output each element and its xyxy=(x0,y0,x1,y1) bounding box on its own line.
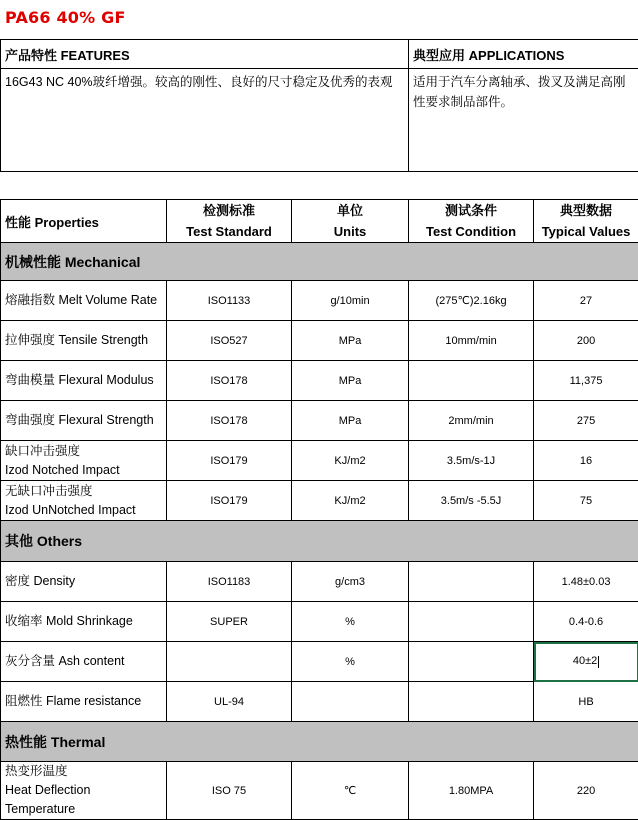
col-header-values-en: Typical Values xyxy=(542,224,631,239)
section-row-others xyxy=(1,521,638,562)
table-row xyxy=(1,481,638,521)
table-row xyxy=(1,321,638,361)
section-header-thermal[interactable]: 热性能 Thermal xyxy=(1,722,638,762)
test-condition[interactable]: 3.5m/s-1J xyxy=(409,441,534,481)
col-header-standard-en: Test Standard xyxy=(186,224,272,239)
typical-value[interactable]: 11,375 xyxy=(534,361,638,401)
features-text-row xyxy=(1,69,638,172)
units[interactable]: % xyxy=(292,602,409,642)
features-text[interactable]: 16G43 NC 40%玻纤增强。较高的刚性、良好的尺寸稳定及优秀的表观 xyxy=(1,69,409,172)
typical-value[interactable]: 27 xyxy=(534,281,638,321)
features-header[interactable]: 产品特性 FEATURES xyxy=(1,40,409,69)
property-name[interactable] xyxy=(1,441,167,481)
test-condition[interactable] xyxy=(409,562,534,602)
table-row xyxy=(1,441,638,481)
test-condition[interactable] xyxy=(409,642,534,682)
table-row xyxy=(1,361,638,401)
units[interactable]: MPa xyxy=(292,401,409,441)
applications-text[interactable]: 适用于汽车分离轴承、拨叉及满足高刚性要求制品部件。 xyxy=(409,69,638,172)
test-condition[interactable] xyxy=(409,682,534,722)
spec-table xyxy=(0,39,638,820)
col-header-property[interactable]: 性能 Properties xyxy=(1,200,167,243)
property-name[interactable]: 灰分含量 Ash content xyxy=(1,642,167,682)
property-name[interactable]: 弯曲强度 Flexural Strength xyxy=(1,401,167,441)
col-header-units[interactable] xyxy=(292,200,409,243)
table-row xyxy=(1,642,638,682)
test-standard[interactable]: ISO527 xyxy=(167,321,292,361)
col-header-standard-cn: 检测标准 xyxy=(203,203,255,218)
section-row-thermal xyxy=(1,722,638,762)
test-condition[interactable]: 2mm/min xyxy=(409,401,534,441)
col-header-standard[interactable] xyxy=(167,200,292,243)
test-standard[interactable]: ISO178 xyxy=(167,401,292,441)
units[interactable]: g/10min xyxy=(292,281,409,321)
test-condition[interactable]: (275℃)2.16kg xyxy=(409,281,534,321)
typical-value[interactable]: 1.48±0.03 xyxy=(534,562,638,602)
property-name[interactable]: 收缩率 Mold Shrinkage xyxy=(1,602,167,642)
test-standard[interactable]: ISO179 xyxy=(167,441,292,481)
test-condition[interactable] xyxy=(409,361,534,401)
text-cursor xyxy=(598,656,599,668)
table-row xyxy=(1,762,638,820)
test-condition[interactable]: 10mm/min xyxy=(409,321,534,361)
typical-value-selected-cell[interactable] xyxy=(534,642,638,682)
col-header-condition-en: Test Condition xyxy=(426,224,516,239)
property-name[interactable]: 阻燃性 Flame resistance xyxy=(1,682,167,722)
units[interactable]: ℃ xyxy=(292,762,409,820)
units[interactable]: KJ/m2 xyxy=(292,481,409,521)
property-name-line3: Temperature xyxy=(5,802,75,816)
col-header-values[interactable] xyxy=(534,200,638,243)
property-name[interactable]: 密度 Density xyxy=(1,562,167,602)
applications-header[interactable]: 典型应用 APPLICATIONS xyxy=(409,40,638,69)
typical-value[interactable]: 75 xyxy=(534,481,638,521)
units[interactable]: MPa xyxy=(292,361,409,401)
units[interactable]: KJ/m2 xyxy=(292,441,409,481)
property-name-en: Izod Notched Impact xyxy=(5,463,120,477)
column-header-row xyxy=(1,200,638,243)
property-name[interactable] xyxy=(1,762,167,820)
test-condition[interactable] xyxy=(409,602,534,642)
section-header-others[interactable]: 其他 Others xyxy=(1,521,638,562)
document-title: PA66 40% GF xyxy=(5,8,126,27)
typical-value[interactable]: HB xyxy=(534,682,638,722)
units[interactable]: % xyxy=(292,642,409,682)
test-standard[interactable]: ISO 75 xyxy=(167,762,292,820)
typical-value[interactable]: 220 xyxy=(534,762,638,820)
col-header-values-cn: 典型数据 xyxy=(560,203,612,218)
col-header-units-cn: 单位 xyxy=(337,203,363,218)
blank-cell[interactable] xyxy=(1,172,638,200)
test-standard[interactable]: ISO178 xyxy=(167,361,292,401)
property-name-en: Izod UnNotched Impact xyxy=(5,503,136,517)
table-row xyxy=(1,281,638,321)
blank-row xyxy=(1,172,638,200)
test-condition[interactable]: 3.5m/s -5.5J xyxy=(409,481,534,521)
typical-value[interactable]: 200 xyxy=(534,321,638,361)
section-header-mechanical[interactable]: 机械性能 Mechanical xyxy=(1,243,638,281)
table-row xyxy=(1,682,638,722)
units[interactable] xyxy=(292,682,409,722)
features-header-row xyxy=(1,40,638,69)
test-standard[interactable]: ISO1183 xyxy=(167,562,292,602)
typical-value[interactable]: 0.4-0.6 xyxy=(534,602,638,642)
col-header-condition-cn: 测试条件 xyxy=(445,203,497,218)
test-standard[interactable]: SUPER xyxy=(167,602,292,642)
typical-value: 40±2 xyxy=(573,655,597,667)
test-standard[interactable]: ISO1133 xyxy=(167,281,292,321)
property-name-cn: 缺口冲击强度 xyxy=(5,444,80,458)
units[interactable]: MPa xyxy=(292,321,409,361)
property-name[interactable]: 弯曲模量 Flexural Modulus xyxy=(1,361,167,401)
section-row-mechanical xyxy=(1,243,638,281)
table-row xyxy=(1,401,638,441)
units[interactable]: g/cm3 xyxy=(292,562,409,602)
col-header-condition[interactable] xyxy=(409,200,534,243)
property-name[interactable]: 拉伸强度 Tensile Strength xyxy=(1,321,167,361)
col-header-units-en: Units xyxy=(334,224,367,239)
property-name[interactable] xyxy=(1,481,167,521)
table-row xyxy=(1,602,638,642)
typical-value[interactable]: 16 xyxy=(534,441,638,481)
property-name[interactable]: 熔融指数 Melt Volume Rate xyxy=(1,281,167,321)
test-condition[interactable]: 1.80MPA xyxy=(409,762,534,820)
property-name-line1: 热变形温度 xyxy=(5,764,68,778)
test-standard[interactable]: ISO179 xyxy=(167,481,292,521)
table-row xyxy=(1,562,638,602)
property-name-line2: Heat Deflection xyxy=(5,783,90,797)
test-standard[interactable]: UL-94 xyxy=(167,682,292,722)
test-standard[interactable] xyxy=(167,642,292,682)
typical-value[interactable]: 275 xyxy=(534,401,638,441)
property-name-cn: 无缺口冲击强度 xyxy=(5,484,93,498)
